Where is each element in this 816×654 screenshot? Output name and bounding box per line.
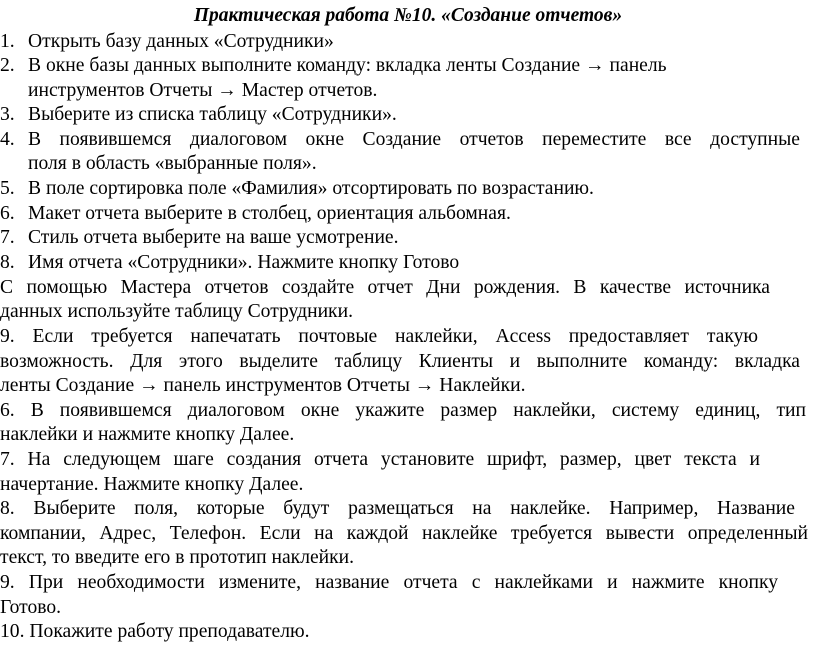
list-item-text: Стиль отчета выберите на ваше усмотрение. bbox=[28, 227, 399, 248]
list-item-text: В поле сортировка поле «Фамилия» отсортировать по возрастанию. bbox=[28, 178, 594, 199]
list-item-text: Выберите из списка таблицу «Сотрудники». bbox=[28, 104, 397, 125]
list-item-text: поля в область «выбранные поля». bbox=[28, 153, 317, 174]
page-title: Практическая работа №10. «Создание отчетов» bbox=[193, 5, 623, 26]
paragraph-line: 6. В появившемся диалоговом окне укажите размер наклейки, систему единиц, тип bbox=[0, 400, 806, 421]
list-item-number: 6. bbox=[0, 203, 15, 224]
paragraph-line: 9. Если требуется напечатать почтовые наклейки, Access предоставляет такую bbox=[0, 326, 758, 347]
list-item-text: Макет отчета выберите в столбец, ориентация альбомная. bbox=[28, 203, 511, 224]
list-item-number: 4. bbox=[0, 129, 15, 150]
list-item-number: 3. bbox=[0, 104, 15, 125]
list-item-number: 1. bbox=[0, 31, 15, 52]
paragraph-line: начертание. Нажмите кнопку Далее. bbox=[0, 474, 304, 495]
list-item-number: 5. bbox=[0, 178, 15, 199]
paragraph-line: 9. При необходимости измените, название отчета с наклейками и нажмите кнопку bbox=[0, 572, 778, 593]
paragraph-line: компании, Адрес, Телефон. Если на каждой наклейке требуется вывести определенный bbox=[0, 523, 808, 544]
list-item-text: Имя отчета «Сотрудники». Нажмите кнопку Готово bbox=[28, 252, 460, 273]
paragraph-line: данных используйте таблицу Сотрудники. bbox=[0, 301, 353, 322]
paragraph-line: возможность. Для этого выделите таблицу Клиенты и выполните команду: вкладка bbox=[0, 351, 800, 372]
paragraph-line: С помощью Мастера отчетов создайте отчет Дни рождения. В качестве источника bbox=[0, 277, 770, 298]
paragraph-line: 10. Покажите работу преподавателю. bbox=[0, 621, 310, 642]
paragraph-line: текст, то введите его в прототип наклейки. bbox=[0, 547, 355, 568]
paragraph-line: Готово. bbox=[0, 597, 62, 618]
list-item-text: инструментов Отчеты → Мастер отчетов. bbox=[28, 80, 378, 101]
paragraph-line: 8. Выберите поля, которые будут размещаться на наклейке. Например, Название bbox=[0, 498, 795, 519]
paragraph-line: ленты Создание → панель инструментов Отчеты → Наклейки. bbox=[0, 375, 526, 396]
paragraph-line: 7. На следующем шаге создания отчета установите шрифт, размер, цвет текста и bbox=[0, 449, 760, 470]
paragraph-line: наклейки и нажмите кнопку Далее. bbox=[0, 424, 295, 445]
list-item-number: 2. bbox=[0, 55, 15, 76]
list-item-text: Открыть базу данных «Сотрудники» bbox=[28, 31, 334, 52]
list-item-text: В окне базы данных выполните команду: вкладка ленты Создание → панель bbox=[28, 55, 667, 76]
list-item-number: 7. bbox=[0, 227, 15, 248]
list-item-text: В появившемся диалоговом окне Создание отчетов переместите все доступные bbox=[28, 129, 800, 150]
list-item-number: 8. bbox=[0, 252, 15, 273]
